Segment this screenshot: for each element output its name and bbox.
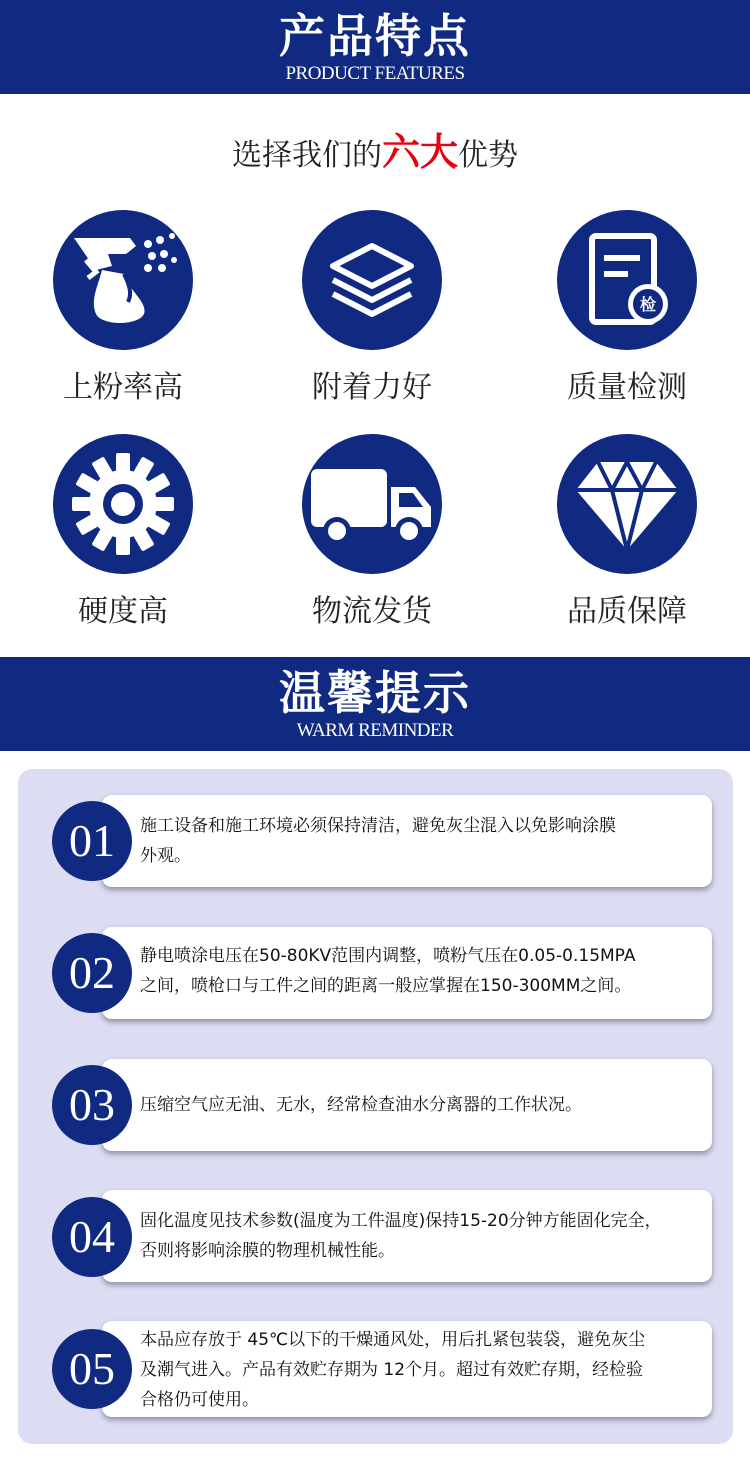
reminder-text-line: 压缩空气应无油、无水，经常检查油水分离器的工作状况。 xyxy=(140,1095,582,1115)
advantages-heading-highlight: 六大 xyxy=(381,130,458,174)
reminder-text-line: 之间，喷枪口与工件之间的距离一般应掌握在150-300MM之间。 xyxy=(140,976,632,996)
inspection-badge: 检 xyxy=(639,295,657,314)
feature-item xyxy=(272,210,472,408)
banner-subtitle: WARM REMINDER xyxy=(296,720,454,741)
truck-icon xyxy=(302,434,442,574)
reminder-card xyxy=(102,1321,712,1417)
banner-subtitle: PRODUCT FEATURES xyxy=(285,63,465,84)
advantages-heading-suffix: 优势 xyxy=(458,138,518,173)
gear-icon xyxy=(53,434,193,574)
reminder-text-line: 及潮气进入。产品有效贮存期为 12个月。超过有效贮存期，经检验 xyxy=(140,1360,644,1380)
reminder-text-line: 施工设备和施工环境必须保持清洁，避免灰尘混入以免影响涂膜 xyxy=(140,816,616,836)
reminder-text-line: 本品应存放于 45℃以下的干燥通风处，用后扎紧包装袋，避免灰尘 xyxy=(140,1330,646,1350)
feature-label: 品质保障 xyxy=(567,594,687,629)
spray-bottle-icon xyxy=(53,210,193,350)
reminder-number-badge: 01 xyxy=(52,801,132,881)
advantages-heading xyxy=(0,126,750,182)
reminder-text-line: 否则将影响涂膜的物理机械性能。 xyxy=(140,1241,395,1261)
warm-reminder-banner xyxy=(0,657,750,751)
reminder-text-line: 静电喷涂电压在50-80KV范围内调整，喷粉气压在0.05-0.15MPA xyxy=(140,946,636,966)
reminder-text-line: 合格仍可使用。 xyxy=(140,1390,259,1410)
reminder-number-badge: 03 xyxy=(52,1065,132,1145)
feature-item xyxy=(272,434,472,632)
advantages-heading-prefix: 选择我们的 xyxy=(231,138,382,173)
feature-label: 质量检测 xyxy=(567,370,687,405)
reminder-panel xyxy=(18,769,733,1444)
reminder-number-badge: 02 xyxy=(52,933,132,1013)
feature-item xyxy=(23,434,223,632)
reminder-number-badge: 04 xyxy=(52,1197,132,1277)
reminder-card xyxy=(102,1190,712,1282)
feature-item xyxy=(527,434,727,632)
reminder-card xyxy=(102,927,712,1019)
layers-icon xyxy=(302,210,442,350)
product-features-banner xyxy=(0,0,750,94)
inspection-document-icon xyxy=(557,210,697,350)
feature-label: 物流发货 xyxy=(312,594,432,629)
feature-item xyxy=(527,210,727,408)
banner-title: 产品特点 xyxy=(279,9,471,63)
feature-item xyxy=(23,210,223,408)
reminder-card xyxy=(102,1059,712,1151)
reminder-card xyxy=(102,795,712,887)
feature-label: 上粉率高 xyxy=(63,370,183,405)
feature-label: 附着力好 xyxy=(312,370,432,405)
reminder-text-line: 外观。 xyxy=(140,846,191,866)
feature-label: 硬度高 xyxy=(78,594,168,629)
diamond-icon xyxy=(557,434,697,574)
reminder-text-line: 固化温度见技术参数(温度为工件温度)保持15-20分钟方能固化完全， xyxy=(140,1211,662,1231)
banner-title: 温馨提示 xyxy=(279,666,471,720)
reminder-number-badge: 05 xyxy=(52,1329,132,1409)
